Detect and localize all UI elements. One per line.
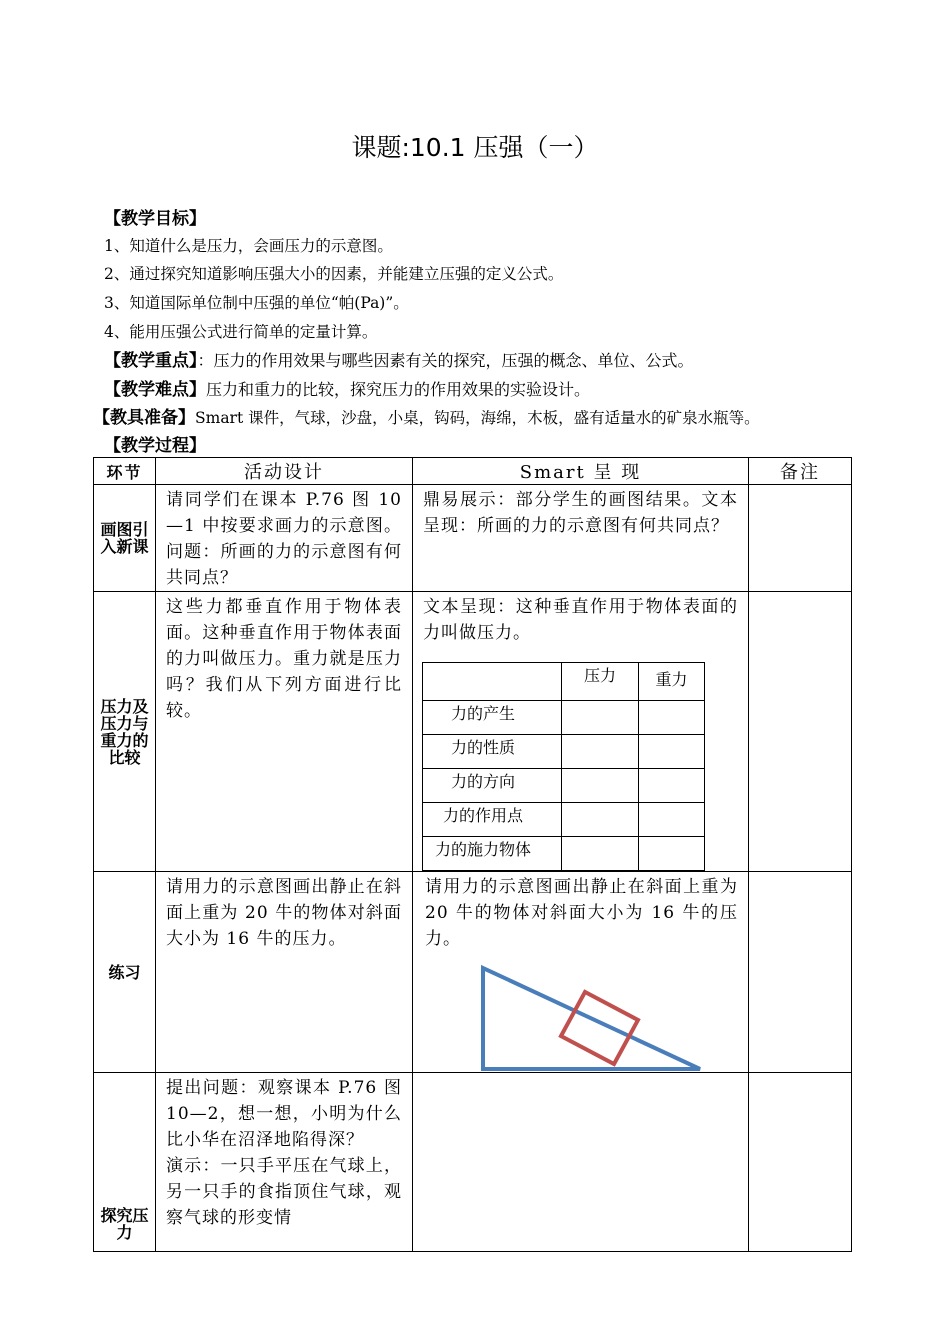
compare-row-label: 力的方向 [423, 769, 562, 803]
header-smart: Smart 呈 现 [413, 458, 749, 485]
materials [93, 403, 760, 428]
compare-header-blank [423, 663, 562, 701]
table-row [94, 485, 852, 592]
activity-cell: 请用力的示意图画出静止在斜面上重为 20 牛的物体对斜面大小为 16 牛的压力。 [156, 872, 413, 1073]
compare-cell [639, 735, 705, 769]
table-header-row [94, 458, 852, 485]
key-points-label: 【教学重点】 [104, 351, 198, 371]
header-activity: 活动设计 [156, 458, 413, 485]
difficulties-label: 【教学难点】 [104, 380, 206, 400]
table-row [94, 872, 852, 1073]
smart-cell: 鼎易展示：部分学生的画图结果。文本呈现：所画的力的示意图有何共同点？ [413, 485, 749, 592]
materials-text: Smart 课件，气球，沙盘，小桌，钩码，海绵，木板，盛有适量水的矿泉水瓶等。 [195, 409, 760, 427]
compare-cell [562, 735, 639, 769]
key-points [104, 346, 694, 371]
header-section: 环节 [94, 458, 156, 485]
objectives-heading: 【教学目标】 [104, 209, 206, 229]
section-label: 压力及压力与重力的比较 [94, 592, 156, 872]
compare-row-label: 力的性质 [423, 735, 562, 769]
activity-cell: 这些力都垂直作用于物体表面。这种垂直作用于物体表面的力叫做压力。重力就是压力吗？我们从下列方面进行比较。 [156, 592, 413, 872]
note-cell [749, 592, 852, 872]
compare-cell [562, 837, 639, 871]
compare-cell [639, 803, 705, 837]
smart-cell [413, 1073, 749, 1252]
compare-header-pressure: 压力 [562, 663, 639, 701]
comparison-table [422, 662, 705, 871]
lesson-table [93, 457, 852, 1252]
note-cell [749, 872, 852, 1073]
difficulties-text: 压力和重力的比较，探究压力的作用效果的实验设计。 [206, 380, 591, 399]
section-label: 练习 [94, 872, 156, 1073]
compare-cell [639, 769, 705, 803]
header-note: 备注 [749, 458, 852, 485]
activity-question: 提出问题：观察课本 P.76 图 10—2，想一想，小明为什么比小华在沼泽地陷得深？ [166, 1078, 402, 1150]
compare-row-label: 力的作用点 [423, 803, 562, 837]
objective-3: 3、知道国际单位制中压强的单位“帕(Pa)”。 [104, 294, 409, 312]
compare-header-gravity: 重力 [639, 663, 705, 701]
compare-cell [562, 769, 639, 803]
activity-demo: 演示：一只手平压在气球上，另一只手的食指顶住气球，观察气球的形变情 [166, 1156, 402, 1228]
materials-label: 【教具准备】 [93, 408, 195, 428]
table-row [94, 592, 852, 872]
key-points-text: ：压力的作用效果与哪些因素有关的探究，压强的概念、单位、公式。 [197, 351, 694, 370]
incline-diagram [413, 932, 749, 1072]
compare-row-label: 力的产生 [423, 701, 562, 735]
table-row [94, 1073, 852, 1252]
page-title: 课题:10.1 压强（一） [351, 133, 599, 162]
block [561, 992, 638, 1064]
activity-cell: 请同学们在课本 P.76 图 10—1 中按要求画力的示意图。问题：所画的力的示意图有何共同点？ [156, 485, 413, 592]
compare-cell [562, 701, 639, 735]
compare-cell [639, 837, 705, 871]
difficulties [104, 375, 590, 400]
compare-row-label: 力的施力物体 [423, 837, 562, 871]
section-label: 探究压力 [94, 1073, 156, 1252]
smart-cell [413, 872, 749, 1073]
smart-cell [413, 592, 749, 872]
process-heading: 【教学过程】 [104, 436, 206, 456]
compare-cell [562, 803, 639, 837]
note-cell [749, 1073, 852, 1252]
note-cell [749, 485, 852, 592]
smart-text: 文本呈现：这种垂直作用于物体表面的力叫做压力。 [423, 597, 738, 643]
objective-1: 1、知道什么是压力，会画压力的示意图。 [104, 237, 393, 255]
smart-text: 请用力的示意图画出静止在斜面上重为 20 牛的物体对斜面大小为 16 牛的压力。 [425, 877, 738, 949]
section-label: 画图引入新课 [94, 485, 156, 592]
compare-cell [639, 701, 705, 735]
objective-2: 2、通过探究知道影响压强大小的因素，并能建立压强的定义公式。 [104, 265, 564, 283]
objective-4: 4、能用压强公式进行简单的定量计算。 [104, 323, 378, 341]
activity-cell [156, 1073, 413, 1252]
